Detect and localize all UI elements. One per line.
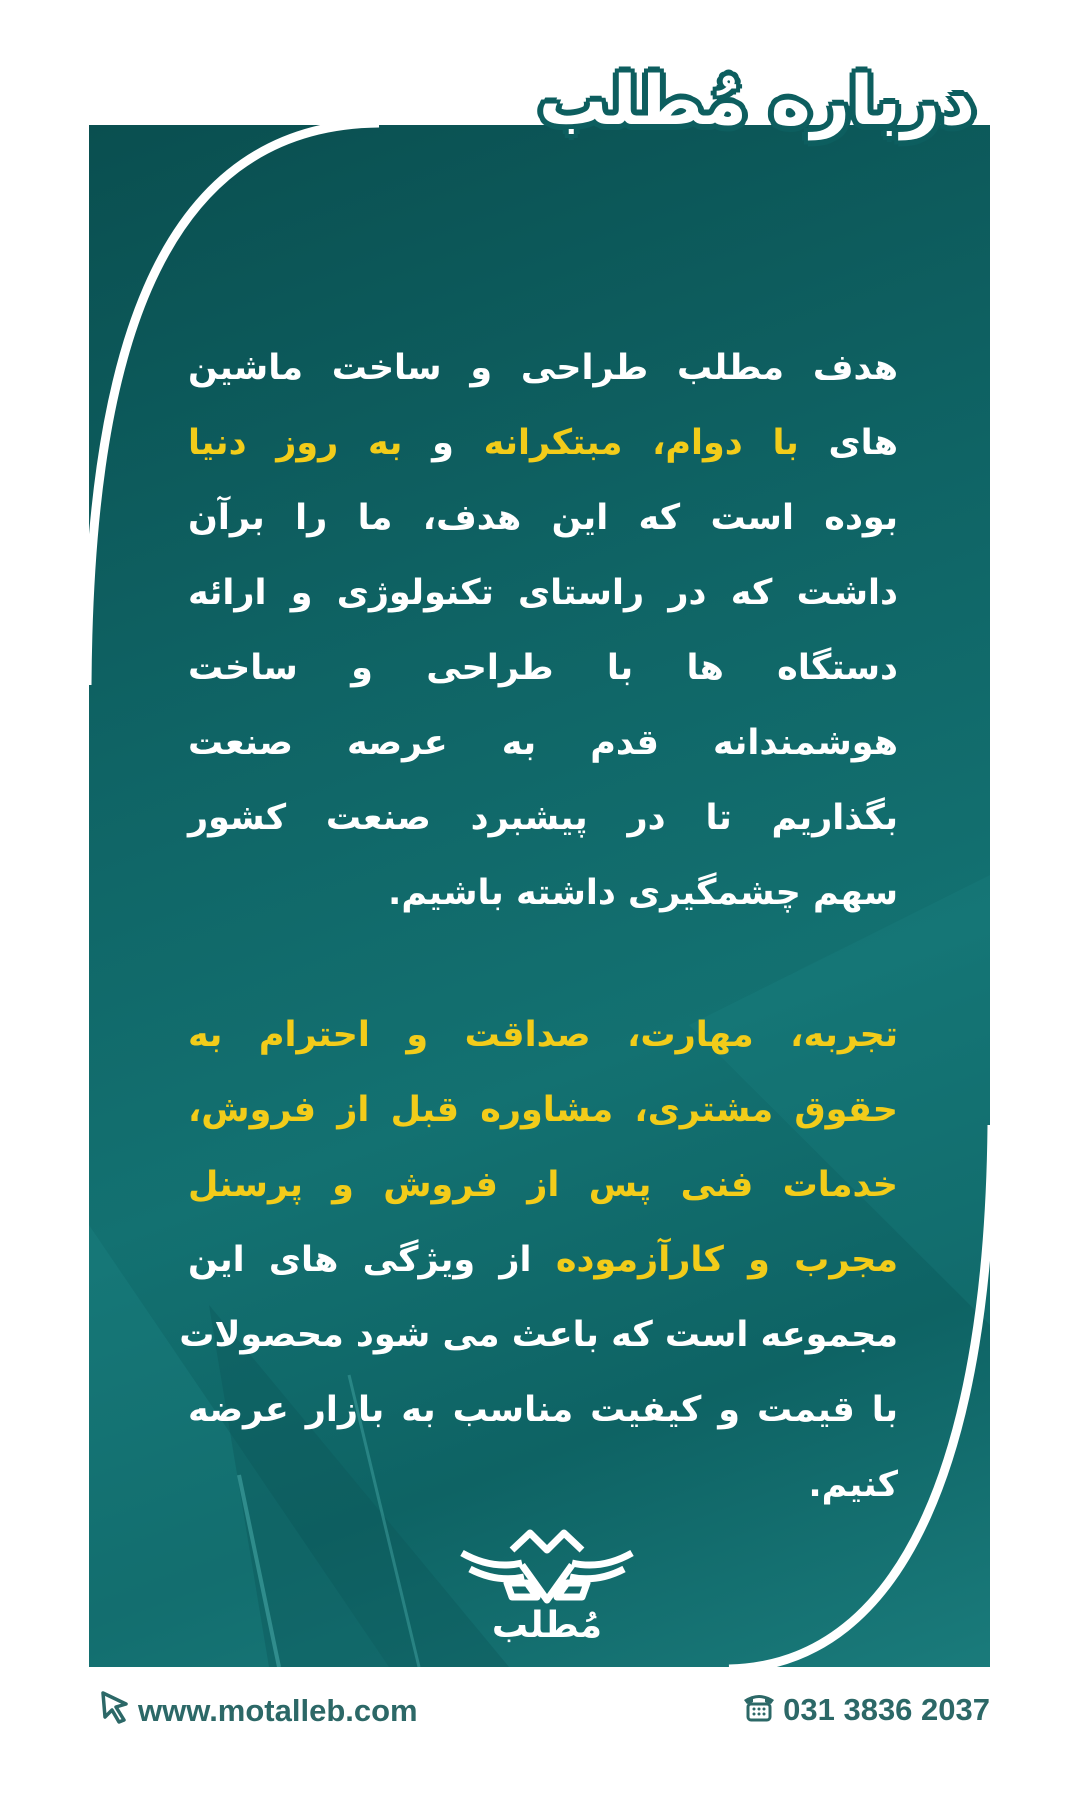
body-text: داشت که در راستای تکنولوژی و ارائه: [188, 573, 898, 613]
body-text: با قیمت و کیفیت مناسب به بازار عرضه: [188, 1390, 898, 1430]
highlighted-text: تجربه، مهارت، صداقت و احترام به: [188, 1015, 898, 1055]
motalleb-logo: [452, 1525, 642, 1645]
body-text: هوشمندانه قدم به عرصه صنعت: [188, 723, 898, 763]
phone-number[interactable]: [741, 1690, 990, 1730]
website-link[interactable]: [100, 1690, 418, 1732]
text-line: [188, 1148, 898, 1223]
body-text: بوده است که این هدف، ما را برآن: [188, 498, 898, 538]
body-text: سهم چشمگیری داشته باشیم.: [388, 873, 898, 913]
text-line: [188, 998, 898, 1073]
text-line: [188, 1373, 898, 1448]
text-line: [188, 1448, 898, 1523]
paragraph-values: [179, 998, 898, 1523]
text-line: [188, 556, 898, 631]
highlighted-text: به روز دنیا: [188, 423, 403, 463]
text-line: [188, 1073, 898, 1148]
text-line: [188, 406, 898, 481]
body-text: از ویژگی های این: [188, 1240, 556, 1280]
body-text: دستگاه ها با طراحی و ساخت: [188, 648, 898, 688]
body-text: بگذاریم تا در پیشبرد صنعت کشور: [188, 798, 898, 838]
telephone-icon: [741, 1690, 777, 1730]
highlighted-text: حقوق مشتری، مشاوره قبل از فروش،: [188, 1090, 898, 1130]
body-text: هدف مطلب طراحی و ساخت ماشین: [188, 348, 898, 388]
text-line: [179, 1298, 898, 1373]
body-text: کنیم.: [808, 1465, 898, 1505]
highlighted-text: با دوام، مبتکرانه: [483, 423, 799, 463]
phone-text[interactable]: 031 3836 2037: [783, 1692, 990, 1727]
paragraph-mission: [188, 331, 898, 931]
text-line: [188, 331, 898, 406]
highlighted-text: مجرب و کارآزموده: [555, 1240, 898, 1280]
page-title: درباره مُطلب: [538, 62, 975, 141]
cursor-icon: [100, 1690, 132, 1732]
website-url[interactable]: www.motalleb.com: [138, 1693, 418, 1728]
logo-text: مُطلب: [491, 1605, 603, 1645]
text-line: [188, 631, 898, 706]
text-line: [188, 706, 898, 781]
text-line: [188, 1223, 898, 1298]
highlighted-text: خدمات فنی پس از فروش و پرسنل: [188, 1165, 898, 1205]
body-text: و: [402, 423, 484, 463]
body-text: های: [798, 423, 898, 463]
text-line: [188, 781, 898, 856]
body-text: مجموعه است که باعث می شود محصولات: [179, 1315, 898, 1355]
text-line: [188, 856, 898, 931]
text-line: [188, 481, 898, 556]
